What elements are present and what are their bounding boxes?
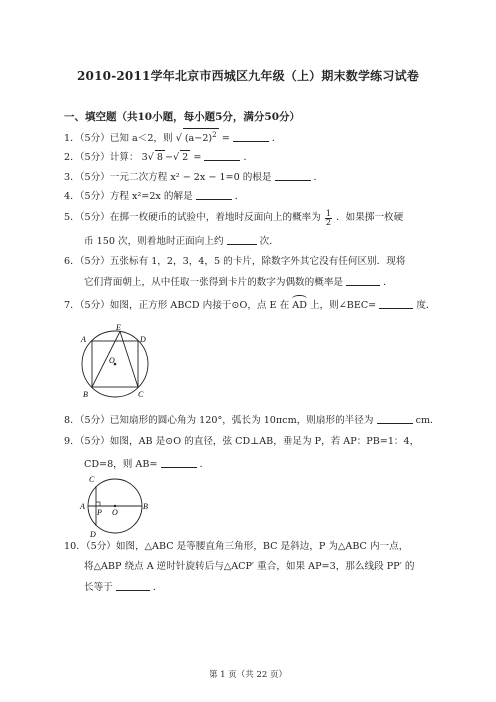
- q6-answer-blank[interactable]: [346, 275, 380, 286]
- q5-answer-blank[interactable]: [227, 234, 257, 245]
- q10-line3-end: ．: [152, 582, 163, 593]
- question-5-line-2: [84, 234, 279, 248]
- question-2: 2．（5分）计算： 3√ 8 −√ 2 = ．: [64, 152, 254, 163]
- question-8: [64, 413, 440, 427]
- q8-text: 8．（5分）已知扇形的圆心角为 120°，弧长为 10πcm，则扇形的半径为: [64, 415, 374, 426]
- question-5-line-1: [64, 210, 403, 227]
- q10-line3: 长等于: [84, 582, 113, 593]
- fig1-label-c: C: [138, 390, 144, 399]
- q7-answer-blank[interactable]: [379, 298, 413, 309]
- q9-answer-blank[interactable]: [161, 457, 197, 468]
- fig2-label-p: P: [97, 508, 102, 517]
- fig1-label-b: B: [83, 390, 88, 399]
- q7-tail: 上，则∠BEC=: [309, 300, 377, 311]
- fig1-label-e: E: [116, 323, 121, 332]
- fig1-label-o: O: [109, 356, 115, 365]
- q2-equals: =: [193, 152, 202, 163]
- q1-end: ．: [271, 133, 282, 145]
- q9-line2-end: ．: [199, 459, 210, 470]
- q9-line2: CD=8，则 AB=: [84, 459, 158, 470]
- q2-answer-blank[interactable]: [204, 150, 240, 161]
- arc-mark-icon: [292, 295, 307, 302]
- section-heading: 一、填空题（共10小题，每小题5分，满分50分）: [64, 111, 301, 123]
- question-9-line-1: 9．（5分）如图，AB 是⊙O 的直径，弦 CD⊥AB，垂足为 P，若 AP：PB=1：4，: [64, 436, 420, 447]
- fig1-line-eb: [92, 332, 120, 388]
- q1-exponent: 2: [212, 131, 217, 139]
- q8-end: cm．: [415, 415, 440, 426]
- fig2-label-a: A: [80, 502, 85, 511]
- q3-end: ．: [313, 172, 324, 183]
- fig2-label-d: D: [90, 530, 96, 539]
- q5-fraction: [325, 210, 332, 227]
- q2-prefix: 2．（5分）计算：: [64, 152, 139, 163]
- q4-text: 4．（5分）方程 x²=2x 的解是: [64, 191, 193, 202]
- page-title: 2010-2011学年北京市西城区九年级（上）期末数学练习试卷: [77, 69, 419, 83]
- q1-prefix: 1．（5分）已知 a＜2，则: [64, 133, 173, 145]
- q10-answer-blank[interactable]: [116, 580, 150, 591]
- q1-equals: =: [221, 133, 230, 145]
- q3-text: 3．（5分）一元二次方程 x² − 2x − 1=0 的根是: [64, 172, 272, 183]
- q6-line2-end: ．: [383, 277, 393, 288]
- question-10-line-2: 将△ABP 绕点 A 逆时针旋转后与△ACP′ 重合，如果 AP=3，那么线段 PP′ 的: [84, 561, 415, 572]
- question-10-line-1: 10．（5分）如图，△ABC 是等腰直角三角形，BC 是斜边，P 为△ABC 内一点，: [64, 541, 409, 552]
- q5-line1: 5．（5分）在掷一枚硬币的试验中，着地时反面向上的概率为: [64, 212, 321, 223]
- question-1: [64, 128, 281, 145]
- question-10-line-3: [84, 580, 163, 594]
- q7-text: 7．（5分）如图，正方形 ABCD 内接于⊙O，点 E 在: [64, 300, 290, 311]
- q1-radical: √ $(a-2)^2$: [176, 133, 219, 144]
- figure-square-in-circle: [70, 320, 170, 410]
- fig1-line-ec: [120, 332, 138, 388]
- q5-line1-tail: ．如果掷一枚硬: [336, 212, 404, 223]
- question-6-line-1: 6．（5分）五张标有 1，2，3，4，5 的卡片，除数字外其它没有任何区别．现将: [64, 256, 406, 267]
- q4-answer-blank[interactable]: [196, 189, 232, 200]
- q3-answer-blank[interactable]: [275, 170, 311, 181]
- fig1-label-a: A: [81, 335, 86, 344]
- q1-answer-blank[interactable]: [233, 131, 269, 142]
- q5-frac-num: 1: [325, 209, 332, 218]
- fig2-center-dot: [114, 505, 116, 507]
- question-6-line-2: [84, 275, 393, 289]
- question-3: [64, 170, 323, 184]
- q6-line2: 它们背面朝上，从中任取一张得到卡片的数字为偶数的概率是: [84, 277, 344, 288]
- fig2-label-o: O: [112, 508, 118, 517]
- figure-circle-chord: [70, 467, 160, 542]
- q7-arc: [292, 299, 307, 312]
- question-4: [64, 189, 244, 203]
- q2-coef: 3: [141, 152, 148, 163]
- q2-radicand-1: 8: [156, 152, 163, 163]
- q5-line2-end: 次．: [259, 236, 279, 247]
- q7-arc-label: AD: [292, 300, 307, 311]
- q2-end: ．: [243, 152, 254, 163]
- fig2-label-c: C: [89, 475, 95, 484]
- q5-frac-den: 2: [325, 218, 332, 227]
- fig2-right-angle-mark: [96, 502, 100, 506]
- q1-radicand: (a−2): [184, 133, 213, 145]
- question-7: [64, 298, 436, 312]
- q8-answer-blank[interactable]: [377, 413, 413, 424]
- q7-end: 度．: [416, 300, 436, 311]
- q5-line2: 币 150 次，则着地时正面向上约: [84, 236, 224, 247]
- q2-radicand-2: 2: [182, 152, 189, 163]
- fig1-label-d: D: [140, 335, 146, 344]
- fig2-label-b: B: [143, 502, 148, 511]
- q4-end: ．: [234, 191, 245, 202]
- page-footer: 第 1 页（共 22 页）: [208, 670, 288, 680]
